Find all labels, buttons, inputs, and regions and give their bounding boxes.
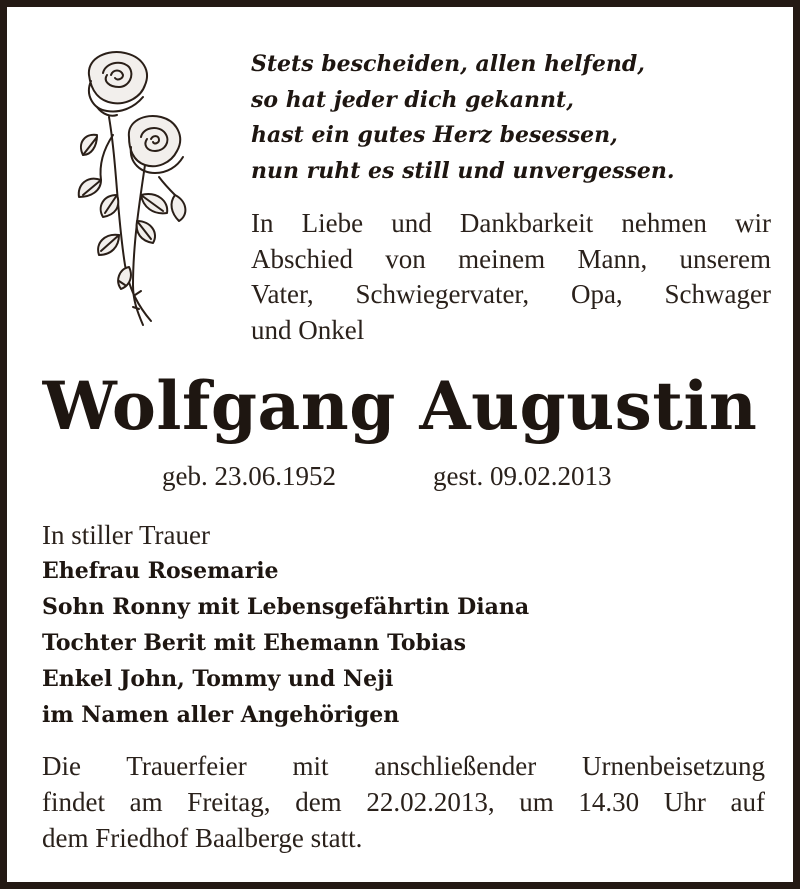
farewell-intro bbox=[251, 206, 771, 348]
mourners-list bbox=[42, 517, 529, 733]
notice-line: Die Trauerfeier mit anschließender Urnenbeisetzung bbox=[42, 751, 765, 781]
poem-line: so hat jeder dich gekannt, bbox=[251, 86, 574, 113]
mourner-entry: Ehefrau Rosemarie bbox=[42, 558, 279, 584]
mourner-entry: Sohn Ronny mit Lebensgefährtin Diana bbox=[42, 594, 530, 620]
rose-icon bbox=[47, 45, 207, 335]
notice-line: findet am Freitag, dem 22.02.2013, um 14.30 Uhr auf bbox=[42, 787, 765, 817]
deceased-name: Wolfgang Augustin bbox=[42, 367, 758, 445]
funeral-notice bbox=[42, 748, 765, 856]
mourner-entry: Enkel John, Tommy und Neji bbox=[42, 666, 394, 692]
poem-line: nun ruht es still und unvergessen. bbox=[251, 157, 675, 184]
intro-line: In Liebe und Dankbarkeit nehmen wir bbox=[251, 208, 771, 238]
death-date: gest. 09.02.2013 bbox=[433, 461, 612, 491]
poem-line: hast ein gutes Herz besessen, bbox=[251, 122, 618, 148]
mourners-heading: In stiller Trauer bbox=[42, 520, 210, 550]
poem-line: Stets bescheiden, allen helfend, bbox=[251, 51, 645, 77]
intro-line: Abschied von meinem Mann, unserem bbox=[251, 243, 771, 274]
intro-line: Vater, Schwiegervater, Opa, Schwager bbox=[251, 279, 771, 309]
intro-line: und Onkel bbox=[251, 314, 365, 345]
memorial-poem bbox=[251, 47, 675, 189]
mourner-entry: im Namen aller Angehörigen bbox=[42, 702, 400, 728]
notice-line: dem Friedhof Baalberge statt. bbox=[42, 823, 363, 853]
mourner-entry: Tochter Berit mit Ehemann Tobias bbox=[42, 630, 466, 656]
birth-date: geb. 23.06.1952 bbox=[162, 461, 336, 491]
